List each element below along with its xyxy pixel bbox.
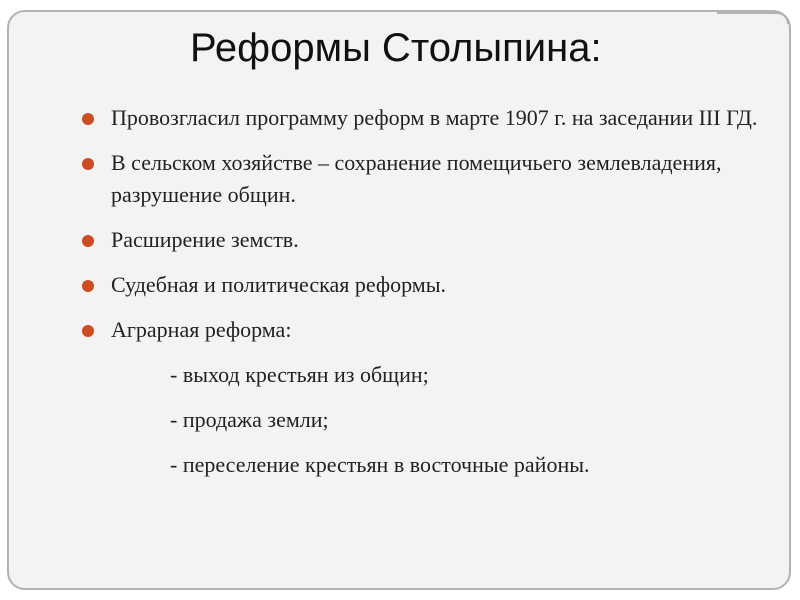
sub-item-leaving-communes: - выход крестьян из общин; — [170, 362, 429, 387]
bullet-item-agrarian — [80, 314, 770, 346]
slide-title: Реформы Столыпина: — [190, 26, 602, 70]
bullet-text: Провозгласил программу реформ в марте 1907 г. на заседании III ГД. — [111, 105, 758, 130]
bullet-text: Судебная и политическая реформы. — [111, 272, 446, 297]
slide-corner-decoration — [717, 12, 789, 24]
bullet-list — [80, 102, 770, 494]
bullet-text: В сельском хозяйстве – сохранение помещичьего землевладения, разрушение общин. — [111, 150, 722, 207]
sub-item-land-sale: - продажа земли; — [170, 407, 329, 432]
bullet-dot-icon — [82, 280, 94, 292]
bullet-text: Расширение земств. — [111, 227, 299, 252]
bullet-item-judicial — [80, 269, 770, 301]
sub-item-resettlement: - переселение крестьян в восточные районы. — [170, 452, 590, 477]
bullet-dot-icon — [82, 113, 94, 125]
bullet-item-zemstvo — [80, 224, 770, 256]
bullet-text: Аграрная реформа: — [111, 317, 292, 342]
bullet-dot-icon — [82, 325, 94, 337]
bullet-dot-icon — [82, 158, 94, 170]
bullet-item-program — [80, 102, 770, 134]
bullet-dot-icon — [82, 235, 94, 247]
bullet-item-agriculture — [80, 147, 770, 211]
